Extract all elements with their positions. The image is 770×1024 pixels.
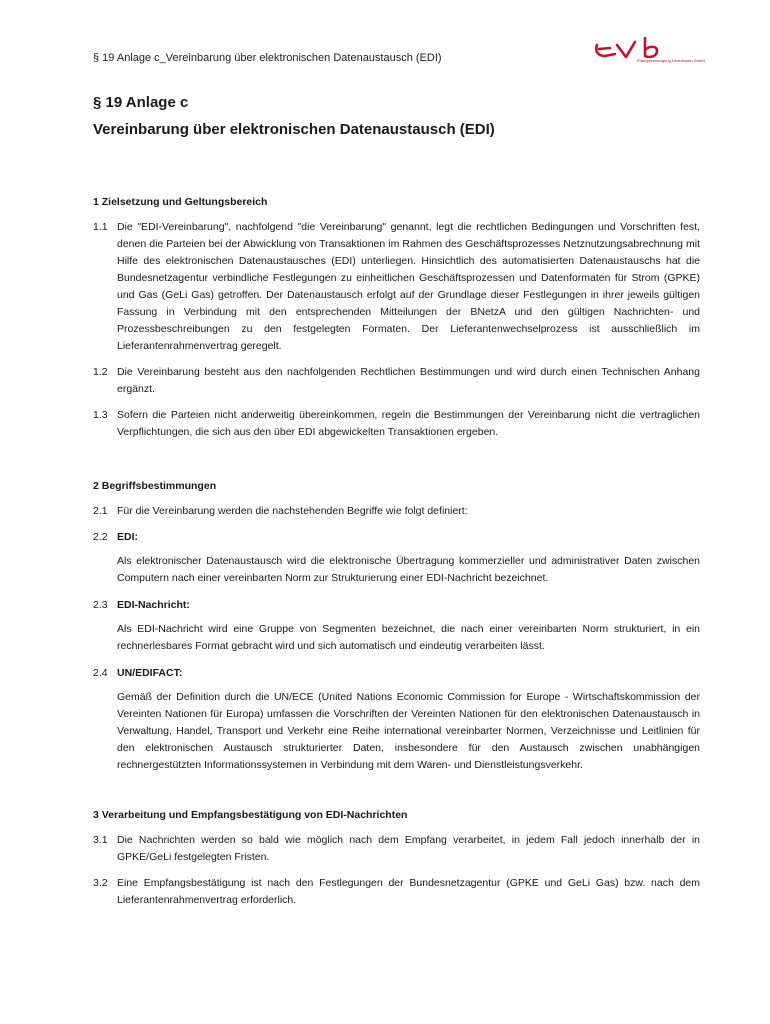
clause-number: 3.2 (93, 877, 108, 889)
running-header: § 19 Anlage c_Vereinbarung über elektronischen Datenaustausch (EDI) (93, 52, 442, 64)
clause-1-3 (93, 407, 700, 441)
clause-number: 2.1 (93, 505, 108, 517)
company-logo (593, 36, 706, 66)
clause-1-2 (93, 364, 700, 398)
clause-number: 1.2 (93, 366, 108, 378)
clause-number: 1.3 (93, 409, 108, 421)
svg-text:Energieversorgung Leverkusen G: Energieversorgung Leverkusen GmbH (637, 58, 706, 63)
document-title (93, 93, 703, 139)
clause-text: Die Nachrichten werden so bald wie möglich nach dem Empfang verarbeitet, in jedem Fall jedoch innerhalb der in GPKE/GeLi festgelegten Fristen. (117, 834, 700, 863)
term-definition: Als EDI-Nachricht wird eine Gruppe von Segmenten bezeichnet, die nach einer vereinbarten Norm strukturiert, in ein rechnerlesbares Format gebracht wird und sich automatisch und eindeutig verarbeiten lässt. (117, 623, 700, 652)
clause-2-2 (93, 529, 700, 546)
term-label: EDI: (117, 531, 138, 543)
clause-number: 1.1 (93, 221, 108, 233)
clause-number: 3.1 (93, 834, 108, 846)
section-heading: 2 Begriffsbestimmungen (93, 480, 217, 492)
clause-text: Für die Vereinbarung werden die nachstehenden Begriffe wie folgt definiert: (117, 505, 468, 517)
title-paragraph-number: § 19 Anlage c (93, 94, 189, 111)
section-2 (93, 479, 700, 784)
clause-number: 2.4 (93, 667, 108, 679)
term-label: EDI-Nachricht: (117, 599, 190, 611)
title-agreement-name: Vereinbarung über elektronischen Datenaustausch (EDI) (93, 121, 495, 138)
section-heading: 1 Zielsetzung und Geltungsbereich (93, 196, 268, 208)
clause-text: Die Vereinbarung besteht aus den nachfolgenden Rechtlichen Bestimmungen und wird durch einen Technischen Anhang ergänzt. (117, 366, 700, 395)
clause-2-3 (93, 597, 700, 614)
clause-2-1 (93, 503, 700, 520)
section-heading: 3 Verarbeitung und Empfangsbestätigung von EDI-Nachrichten (93, 809, 408, 821)
clause-number: 2.3 (93, 599, 108, 611)
section-3 (93, 808, 700, 918)
clause-3-1 (93, 832, 700, 866)
clause-2-4 (93, 665, 700, 682)
clause-1-1 (93, 219, 700, 355)
term-definition: Als elektronischer Datenaustausch wird die elektronische Übertragung kommerzieller und administrativer Daten zwischen Computern nach einer vereinbarten Norm zur Strukturierung einer EDI-Nachricht bezeichnet. (117, 555, 700, 584)
term-definition: Gemäß der Definition durch die UN/ECE (United Nations Economic Commission for Europe - Wirtschaftskommission der Vereinten Nationen für Europa) umfassen die Vorschriften der Vereinten Nationen für den elektronischen Datenaustausch in Verwaltung, Handel, Transport und Verkehr eine Reihe international vereinbarter Normen, Verzeichnisse und Leitlinien für den elektronischen Austausch strukturierter Daten, insbesondere für den Austausch zwischen unabhängigen rechnergestützten Informationssystemen in Verbindung mit dem Waren- und Dienstleistungsverkehr. (117, 691, 700, 771)
clause-number: 2.2 (93, 531, 108, 543)
clause-text: Sofern die Parteien nicht anderweitig übereinkommen, regeln die Bestimmungen der Vereinbarung nicht die vertraglichen Verpflichtungen, die sich aus den über EDI abgewickelten Transaktionen ergeben. (117, 409, 700, 438)
clause-text: Eine Empfangsbestätigung ist nach den Festlegungen der Bundesnetzagentur (GPKE und GeLi Gas) bzw. nach dem Lieferantenrahmenvertrag erforderlich. (117, 877, 700, 906)
clause-text: Die "EDI-Vereinbarung", nachfolgend "die Vereinbarung" genannt, legt die rechtlichen Bedingungen und Vorschriften fest, denen die Parteien bei der Abwicklung von Transaktionen im Rahmen des Geschäftsprozesses Netznutzungsabrechnung mit Hilfe des elektronischen Datenaustausches (EDI) unterliegen. Hinsichtlich des automatisierten Datenaustauschs hat die Bundesnetzagentur verbindliche Festlegungen zu einheitlichen Geschäftsprozessen und Datenformaten für Strom (GPKE) und Gas (GeLi Gas) getroffen. Der Datenaustausch erfolgt auf der Grundlage dieser Festlegungen in ihrer jeweils gültigen Fassung in Verbindung mit den entsprechenden Mitteilungen der BNetzA und den gültigen Nachrichten- und Prozessbeschreibungen zu den festgelegten Formaten. Der Lieferantenwechselprozess ist ausschließlich im Lieferantenrahmenvertrag geregelt. (117, 221, 700, 352)
clause-3-2 (93, 875, 700, 909)
term-label: UN/EDIFACT: (117, 667, 183, 679)
section-1 (93, 195, 700, 450)
